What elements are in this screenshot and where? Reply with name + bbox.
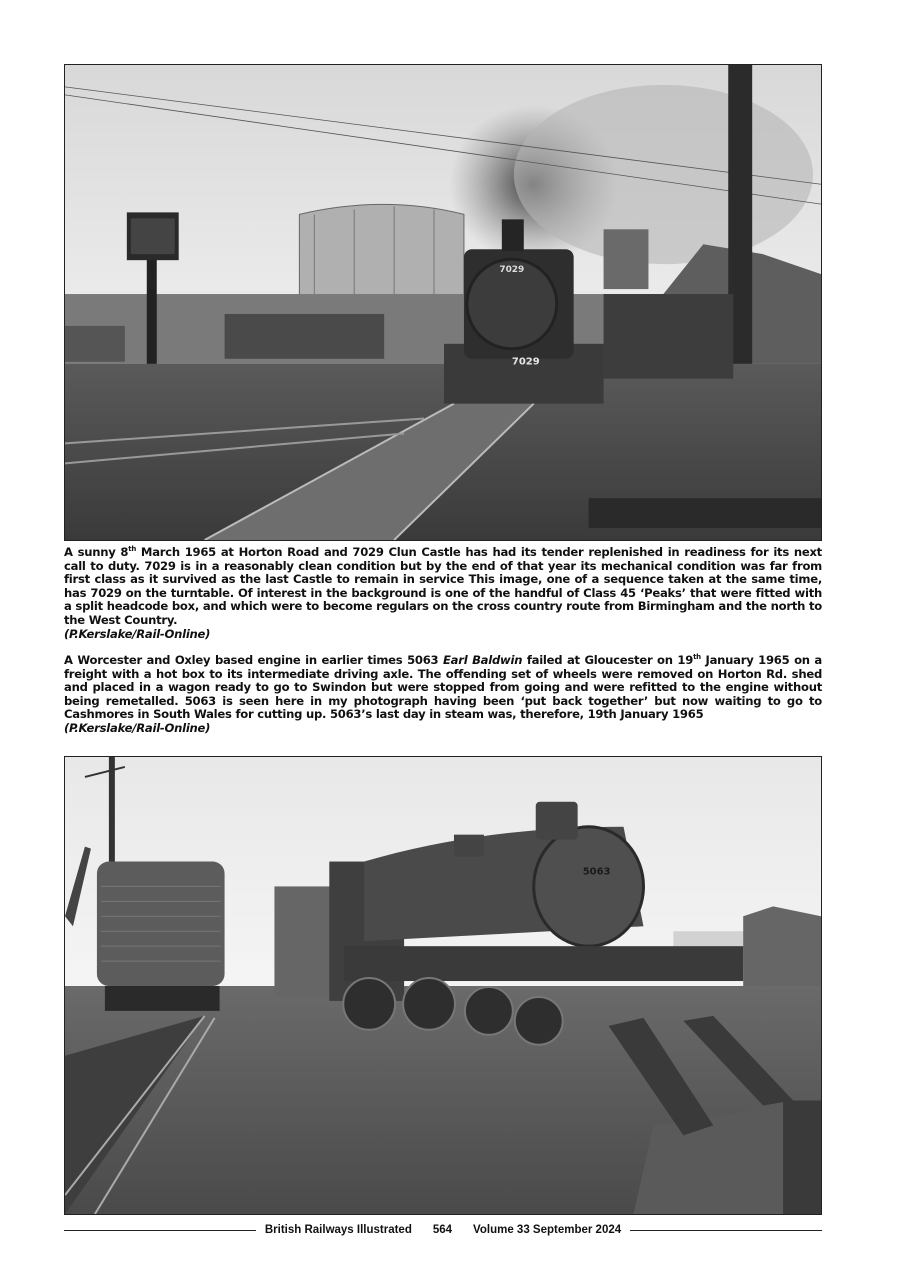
photo-clun-castle — [64, 64, 822, 541]
footer-page-number: 564 — [432, 1224, 453, 1236]
caption-2-text-b: failed at Gloucester on 19 — [522, 653, 694, 667]
footer-rule-left — [64, 1230, 256, 1231]
loco-7029-smokebox-number: 7029 — [499, 265, 525, 276]
footer-issue: Volume 33 September 2024 — [473, 1224, 622, 1236]
photo-earl-baldwin — [64, 756, 822, 1215]
photo-1-illustration — [65, 65, 821, 540]
caption-earl-baldwin — [64, 654, 822, 736]
caption-2-text-a: A Worcester and Oxley based engine in earlier times 5063 — [64, 653, 443, 667]
caption-1-text-b: March 1965 at Horton Road and 7029 Clun Castle has had its tender replenished in readiness for its next call to duty. 7029 is in a reasonably clean condition but by the end of that year its mechanical condition was far from first class as it survived as the last Castle to remain in service This image, one of a sequence taken at the same time, has 7029 on the turntable. Of interest in the background is one of the handful of Class 45 ‘Peaks’ that were fitted with a split headcode box, and which were to become regulars on the cross country route from Birmingham and the north to the West Country. — [64, 545, 822, 627]
footer-rule-right — [630, 1230, 822, 1231]
caption-1-credit: (P.Kerslake/Rail-Online) — [64, 626, 211, 641]
caption-clun-castle — [64, 546, 822, 641]
caption-2-ordinal: th — [693, 653, 701, 662]
caption-2-loco-name: Earl Baldwin — [443, 653, 523, 667]
caption-1-text-a: A sunny 8 — [64, 545, 129, 559]
caption-2-credit: (P.Kerslake/Rail-Online) — [64, 720, 211, 735]
footer-publication: British Railways Illustrated — [264, 1224, 412, 1236]
caption-1-ordinal: th — [128, 545, 137, 554]
loco-7029-buffer-number: 7029 — [511, 356, 540, 368]
photo-2-illustration — [65, 757, 821, 1214]
loco-5063-smokebox-number: 5063 — [582, 866, 611, 878]
caption-2-text-c: January 1965 on a freight with a hot box to its intermediate driving axle. The offending set of wheels were removed on Horton Rd. shed and placed in a wagon ready to go to Swindon but were stopped from going and were refitted to the engine without being remetalled. 5063 is seen here in my photograph having been ‘put back together’ but now waiting to go to Cashmores in South Wales for cutting up. 5063’s last day in steam was, therefore, 19th January 1965 — [64, 653, 823, 722]
page-footer — [64, 1222, 822, 1238]
